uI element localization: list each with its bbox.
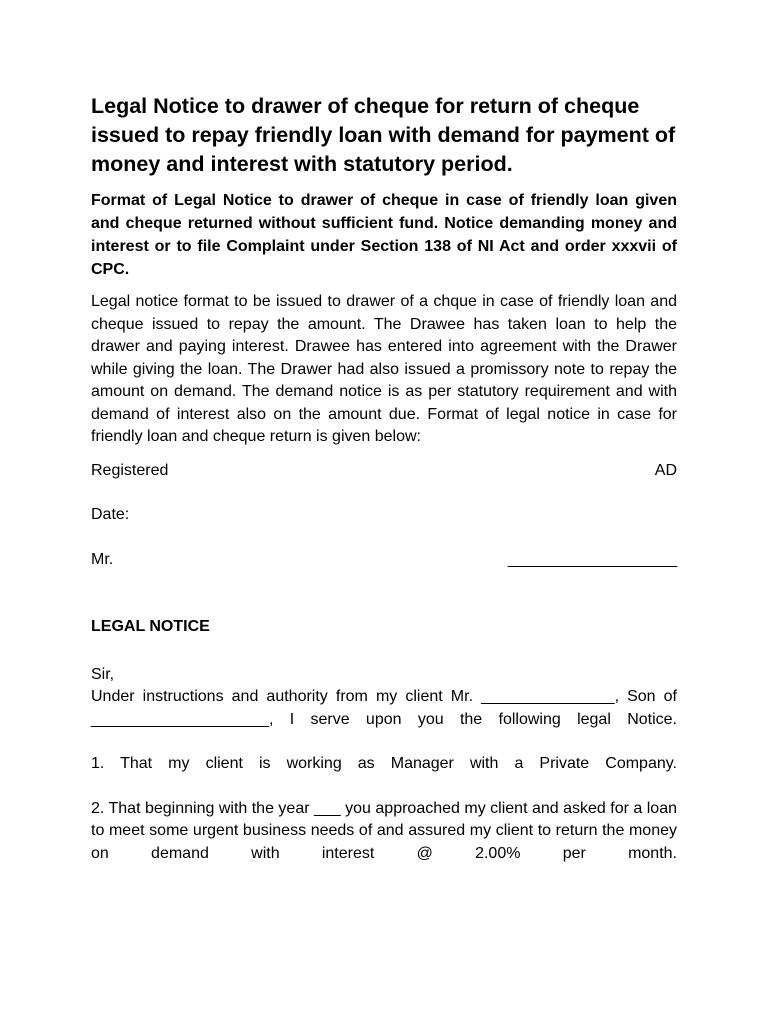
addressee-blank: ___________________ <box>507 550 677 568</box>
salutation: Sir, <box>91 665 115 683</box>
description-paragraph: Legal notice format to be issued to drawer of a chque in case of friendly loan and cheque issued to repay the amount. The Drawee has taken loan to help the drawer and paying interest. Drawee has entered into agreement with the Drawer while giving the loan. The Drawer had also issued a promissory note to repay the amount on demand. The demand notice is as per statutory requirement and with demand of interest also on the amount due. Format of legal notice in case for friendly loan and cheque return is given below: <box>91 293 677 445</box>
point-1: 1. That my client is working as Manager with a Private Company. <box>91 755 677 772</box>
ad-label: AD <box>654 461 677 479</box>
registered-label: Registered <box>91 461 169 479</box>
intro-paragraph: Under instructions and authority from my client Mr. _______________, Son of ____________________, I serve upon you the following legal Notice. <box>91 688 677 728</box>
legal-notice-heading: LEGAL NOTICE <box>91 617 210 635</box>
point-2: 2. That beginning with the year ___ you approached my client and asked for a loan to meet some urgent business needs of and assured my client to return the money on demand with interest @ 2.00% per month. <box>91 799 677 862</box>
registered-row <box>91 460 677 482</box>
date-row <box>91 504 677 526</box>
document-subtitle: Format of Legal Notice to drawer of cheque in case of friendly loan given and cheque returned without sufficient fund. Notice demanding money and interest or to file Complaint under Section 138 of NI Act and order xxxvii of CPC. <box>91 192 677 278</box>
document-page <box>91 92 677 865</box>
mr-label: Mr. <box>91 550 114 568</box>
date-label: Date: <box>91 505 130 523</box>
document-title: Legal Notice to drawer of cheque for return of cheque issued to repay friendly loan with demand for payment of money and interest with statutory period. <box>91 94 676 176</box>
addressee-row <box>91 549 677 571</box>
